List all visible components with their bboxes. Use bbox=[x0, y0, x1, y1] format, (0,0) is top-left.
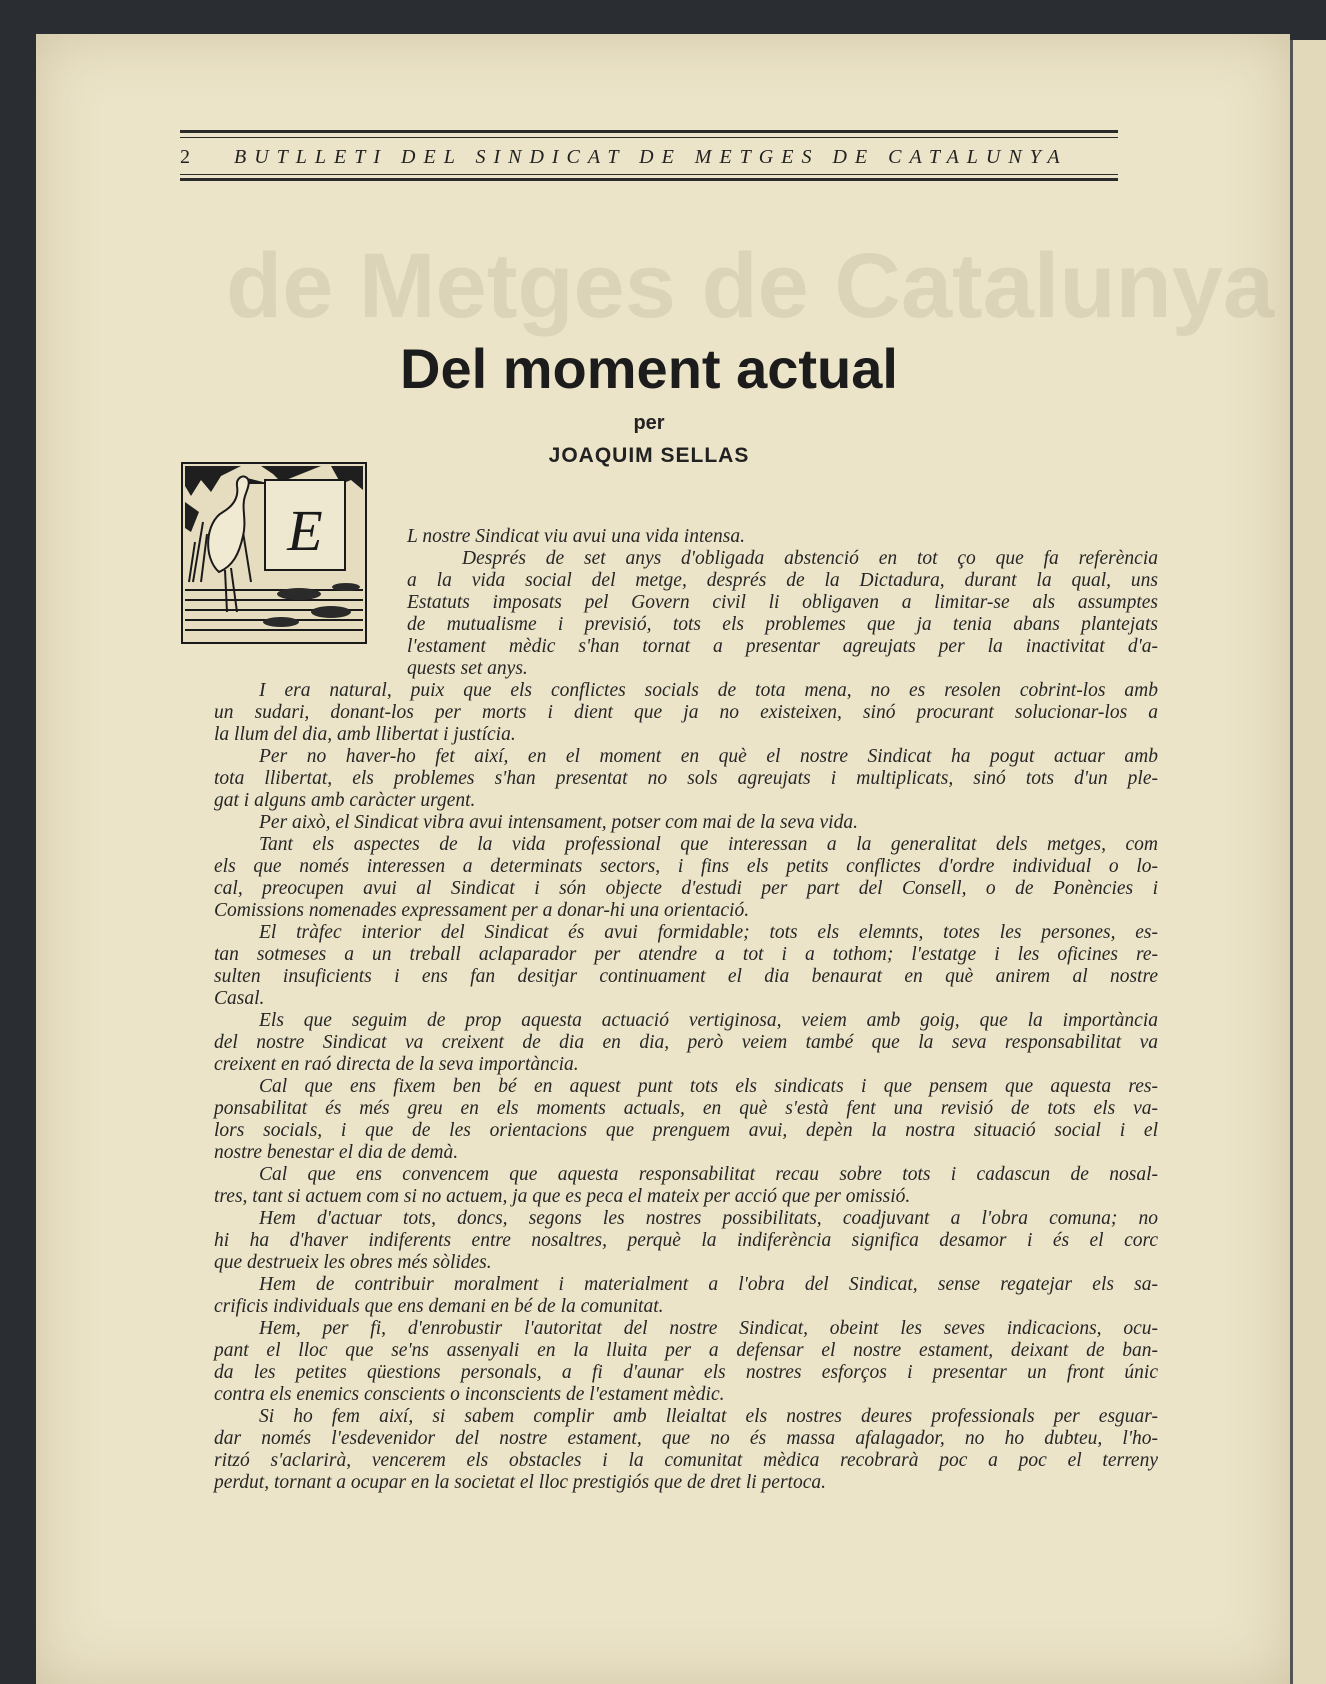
body-line: Després de set anys d'obligada abstenció en tot ço que fa referència bbox=[462, 548, 1158, 569]
body-line: El tràfec interior del Sindicat és avui formidable; tots els elemnts, totes les persones, es- bbox=[259, 922, 1158, 943]
body-line: contra els enemics conscients o inconscients de l'estament mèdic. bbox=[214, 1384, 725, 1405]
body-line: quests set anys. bbox=[407, 658, 528, 679]
body-line: dar només l'esdevenidor del nostre estament, que no és massa afalagador, no ho dubteu, l'ho- bbox=[214, 1428, 1158, 1449]
body-line: tota llibertat, els problemes s'han presentat no sols agreujats i multiplicats, sinó tots d'un ple- bbox=[214, 768, 1158, 789]
body-line: Hem, per fi, d'enrobustir l'autoritat del nostre Sindicat, obeint les seves indicacions, ocu- bbox=[259, 1318, 1158, 1339]
body-line: ritzó s'aclarirà, vencerem els obstacles i la comunitat mèdica recobrarà poc a poc el terreny bbox=[214, 1450, 1158, 1471]
body-line: de mutualisme i previsió, tots els problemes que ja tenia abans plantejats bbox=[407, 614, 1158, 635]
article-author: JOAQUIM SELLAS bbox=[548, 444, 750, 467]
body-line: cal, preocupen avui al Sindicat i són objecte d'estudi per part del Consell, o de Ponències i bbox=[214, 878, 1158, 899]
body-line: Cal que ens convencem que aquesta responsabilitat recau sobre tots i cadascun de nosal- bbox=[259, 1164, 1158, 1185]
body-line: da les petites qüestions personals, a fi d'aunar els nostres esforços i presentar un front únic bbox=[214, 1362, 1158, 1383]
running-header bbox=[180, 146, 1118, 169]
body-line: Cal que ens fixem ben bé en aquest punt tots els sindicats i que pensem que aquesta res- bbox=[259, 1076, 1158, 1097]
body-line: Estatuts imposats pel Govern civil li obligaven a limitar-se als assumptes bbox=[407, 592, 1158, 613]
body-line: lors socials, i que de les orientacions que prenguem avui, depèn la nostra situació social i el bbox=[214, 1120, 1158, 1141]
body-line: l'estament mèdic s'han tornat a presentar agreujats per la inactivitat d'a- bbox=[407, 636, 1158, 657]
body-line: Hem d'actuar tots, doncs, segons les nostres possibilitats, coadjuvant a l'obra comuna; no bbox=[259, 1208, 1158, 1229]
body-line: ponsabilitat és més greu en els moments actuals, en què s'està fent una revisió de tots els va- bbox=[214, 1098, 1158, 1119]
body-line: la llum del dia, amb llibertat i justícia. bbox=[214, 724, 516, 745]
bleed-through-text: de Metges de Catalunya bbox=[226, 235, 1275, 337]
body-line: L nostre Sindicat viu avui una vida intensa. bbox=[407, 526, 745, 547]
body-line: nostre benestar el dia de demà. bbox=[214, 1142, 459, 1163]
header-rule-top-thin bbox=[180, 137, 1118, 138]
body-line: sulten insuficients i ens fan desitjar continuament el dia benaurat en què anirem al nostre bbox=[214, 966, 1158, 987]
body-line: Tant els aspectes de la vida professional que interessan a la generalitat dels metges, com bbox=[259, 834, 1158, 855]
body-line: un sudari, donant-los per morts i dient que ja no existeixen, sinó procurant solucionar-los a bbox=[214, 702, 1158, 723]
body-line: que destrueix les obres més sòlides. bbox=[214, 1252, 492, 1273]
body-line: creixent en raó directa de la seva importància. bbox=[214, 1054, 579, 1075]
header-rule-bottom-thin bbox=[180, 174, 1118, 175]
body-line: els que només interessen a determinats sectors, i fins els petits conflictes d'ordre individual o lo- bbox=[214, 856, 1158, 877]
drop-cap-letter: E bbox=[287, 498, 323, 563]
illustrated-drop-cap bbox=[181, 462, 367, 644]
body-line: I era natural, puix que els conflictes socials de tota mena, no es resolen cobrint-los amb bbox=[259, 680, 1158, 701]
body-line: Hem de contribuir moralment i materialment a l'obra del Sindicat, sense regatejar els sa- bbox=[259, 1274, 1158, 1295]
header-rule-bottom bbox=[180, 178, 1118, 181]
body-line: Per no haver-ho fet així, en el moment en què el nostre Sindicat ha pogut actuar amb bbox=[259, 746, 1158, 767]
article-title: Del moment actual bbox=[400, 337, 898, 400]
body-line: Si ho fem així, si sabem complir amb lleialtat els nostres deures professionals per esguar- bbox=[259, 1406, 1158, 1427]
body-line: pant el lloc que se'ns assenyali en la lluita per a defensar el nostre estament, deixant de ban- bbox=[214, 1340, 1158, 1361]
body-line: del nostre Sindicat va creixent de dia en dia, però veiem també que la seva responsabilitat va bbox=[214, 1032, 1158, 1053]
body-line: hi ha d'haver indiferents entre nosaltres, perquè la indiferència significa desamor i és el corc bbox=[214, 1230, 1158, 1251]
body-line: tan sotmeses a un treball aclaparador per atendre a tot i a tothom; l'estatge i les oficines re- bbox=[214, 944, 1158, 965]
body-line: gat i alguns amb caràcter urgent. bbox=[214, 790, 476, 811]
heron-illustration-icon bbox=[181, 462, 367, 644]
byline-prefix: per bbox=[633, 412, 665, 434]
body-line: a la vida social del metge, després de la Dictadura, durant la qual, uns bbox=[407, 570, 1158, 591]
body-line: perdut, tornant a ocupar en la societat el lloc prestigiós que de dret li pertoca. bbox=[214, 1472, 826, 1493]
publication-title: BUTLLETI DEL SINDICAT DE METGES DE CATALUNYA bbox=[234, 146, 1068, 168]
page-number: 2 bbox=[180, 146, 190, 168]
body-line: tres, tant si actuem com si no actuem, ja que es peca el mateix per acció que per omissió. bbox=[214, 1186, 911, 1207]
body-line: Per això, el Sindicat vibra avui intensament, potser com mai de la seva vida. bbox=[259, 812, 858, 833]
body-line: Casal. bbox=[214, 988, 265, 1009]
body-line: Comissions nomenades expressament per a donar-hi una orientació. bbox=[214, 900, 750, 921]
facing-page-edge bbox=[1290, 40, 1326, 1684]
body-line: Els que seguim de prop aquesta actuació vertiginosa, veiem amb goig, que la importància bbox=[259, 1010, 1158, 1031]
header-rule-top bbox=[180, 130, 1118, 133]
body-line: crificis individuals que ens demani en bé de la comunitat. bbox=[214, 1296, 664, 1317]
